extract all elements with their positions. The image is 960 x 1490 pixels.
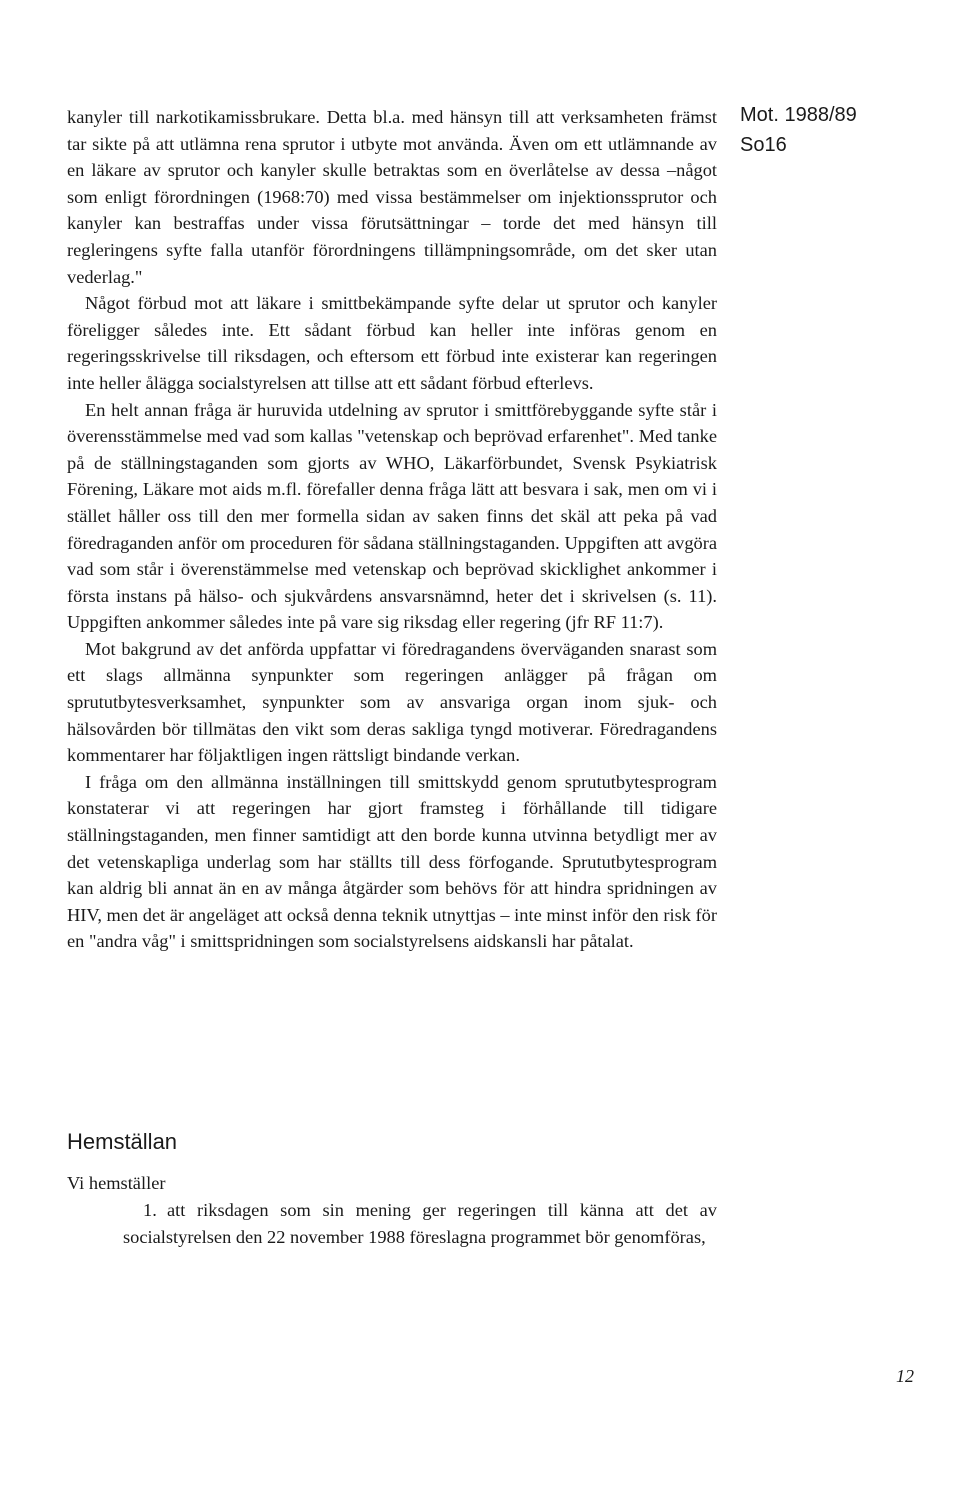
section-heading: Hemställan: [67, 1129, 178, 1154]
paragraph-2: Något förbud mot att läkare i smittbekämpande syfte delar ut sprutor och kanyler föreligger således inte. Ett sådant förbud kan heller inte införas genom en regeringsskrivelse till riksdagen, och eftersom ett förbud inte existerar kan regeringen inte heller ålägga socialstyrelsen att tillse att ett sådant förbud efterlevs.: [67, 293, 717, 393]
section-lead: Vi hemställer: [67, 1173, 166, 1193]
paragraph-3: En helt annan fråga är huruvida utdelning av sprutor i smittförebyggande syfte står i överensstämmelse med vad som kallas "vetenskap och beprövad erfarenhet". Med tanke på de ställningstaganden som gjorts av WHO, Läkarförbundet, Svensk Psykiatrisk Förening, Läkare mot aids m.fl. förefaller denna fråga lätt att besvara i sak, men om vi i stället håller oss till den mer formella sidan av saken finns det skäl att peka på vad föredraganden anför om proceduren för sådana ställningstaganden. Uppgiften att avgöra vad som står i överenstämmelse med vetenskap och beprövad skicklighet ankommer i första instans på hälso- och sjukvårdens ansvarsnämnd, heter det i skrivelsen (s. 11). Uppgiften ankommer således inte på vare sig riksdag eller regering (jfr RF 11:7).: [67, 399, 717, 633]
paragraph-5: I fråga om den allmänna inställningen till smittskydd genom sprututbytesprogram konstaterar vi att regeringen har gjort framsteg i förhållande till tidigare ställningstaganden, men finner samtidigt att den borde kunna utvinna betydligt mer av det vetenskapliga underlag som har ställts till dess förfogande. Sprututbytesprogram kan aldrig bli annat än en av många åtgärder som behövs för att hindra spridningen av HIV, men det är angeläget att också denna teknik utnyttjas – inte minst inför den risk för en "andra våg" i smittspridningen som socialstyrelsens aidskansli har påtalat.: [67, 771, 717, 952]
list-item-text: att riksdagen som sin mening ger regeringen till känna att det av socialstyrelsen den 22 november 1988 föreslagna programmet bör genomföras,: [123, 1200, 717, 1247]
list-item: [123, 1197, 717, 1250]
paragraph-4: Mot bakgrund av det anförda uppfattar vi föredragandens överväganden snarast som ett slags allmänna synpunkter som regeringen anlägger på frågan om sprututbytesverksamhet, synpunkter som av ansvariga organ inom sjuk- och hälsovården bör tillmätas den vikt som deras sakliga tyngd motiverar. Föredragandens kommentarer har följaktligen ingen rättsligt bindande verkan.: [67, 638, 717, 766]
margin-reference: [740, 100, 930, 160]
page-number: 12: [896, 1366, 914, 1386]
body-text: [67, 104, 717, 955]
paragraph-1: kanyler till narkotikamissbrukare. Detta bl.a. med hänsyn till att verksamheten främst tar sikte på att utlämna rena sprutor i utbyte mot använda. Även om ett utlämnande av en läkare av sprutor och kanyler skulle betraktas som en överlåtelse av dessa –något som enligt förordningen (1968:70) med vissa bestämmelser om injektionssprutor och kanyler kan bestraffas under vissa förutsättningar – torde det med hänsyn till regleringens syfte falla utanför förordningens tillämpningsområde, om det sker utan vederlag.": [67, 107, 717, 287]
committee-code: So16: [740, 134, 787, 156]
motion-number: Mot. 1988/89: [740, 104, 857, 126]
list-item-number: 1.: [143, 1200, 157, 1220]
